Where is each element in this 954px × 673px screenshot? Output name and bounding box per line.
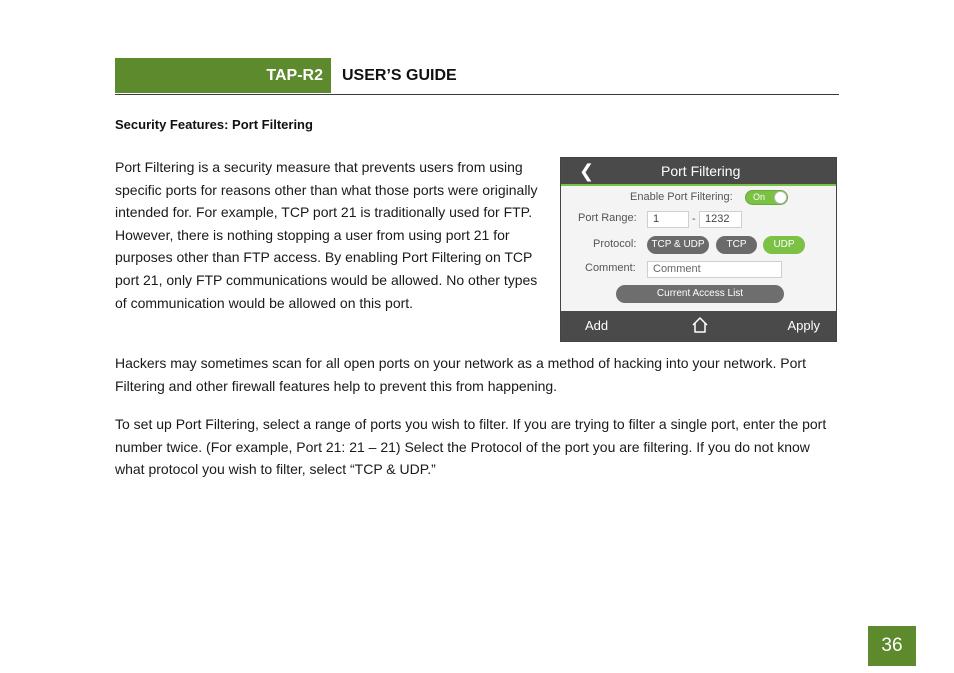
enable-port-filtering-label: Enable Port Filtering: bbox=[630, 191, 733, 203]
port-filtering-screenshot bbox=[560, 157, 837, 342]
comment-label: Comment: bbox=[585, 262, 636, 274]
paragraph-intro: Port Filtering is a security measure that prevents users from using specific ports for reasons other than what those ports were originally intended for. For example, TCP port 21 is traditionally used for FTP. However, there is nothing stopping a user from using port 21 for purposes other than FTP access. By enabling Port Filtering on TCP port 21, only FTP communications would be allowed. No other types of communication would be allowed on this port. bbox=[115, 159, 538, 311]
home-icon[interactable] bbox=[691, 316, 709, 334]
header-bar bbox=[115, 58, 839, 95]
protocol-tcp-udp-button[interactable]: TCP & UDP bbox=[647, 236, 709, 254]
protocol-tcp-button[interactable]: TCP bbox=[716, 236, 757, 254]
port-range-label: Port Range: bbox=[578, 212, 637, 224]
product-name: TAP-R2 bbox=[115, 58, 331, 93]
paragraph-hackers: Hackers may sometimes scan for all open ports on your network as a method of hacking into your network. Port Filtering and other firewall features help to prevent this from happening. bbox=[115, 355, 806, 394]
guide-title: USER’S GUIDE bbox=[342, 67, 457, 84]
apply-button[interactable]: Apply bbox=[787, 318, 820, 333]
toggle-knob bbox=[774, 191, 787, 204]
enable-port-filtering-toggle[interactable] bbox=[745, 190, 788, 205]
device-title: Port Filtering bbox=[661, 163, 741, 179]
comment-input[interactable]: Comment bbox=[647, 261, 782, 278]
current-access-list-button[interactable]: Current Access List bbox=[616, 285, 784, 303]
add-button[interactable]: Add bbox=[585, 318, 609, 333]
paragraph-setup: To set up Port Filtering, select a range of ports you wish to filter. If you are trying to filter a single port, enter the port number twice. (For example, Port 21: 21 – 21) Select the Protocol of the port you are filtering. If you do not know what protocol you wish to filter, select “TCP & UDP.” bbox=[115, 416, 827, 478]
protocol-label: Protocol: bbox=[593, 238, 637, 250]
device-bottom-bar bbox=[561, 311, 836, 341]
chevron-left-icon[interactable]: ❮ bbox=[579, 161, 595, 181]
device-title-bar bbox=[561, 158, 836, 186]
toggle-state: On bbox=[753, 192, 766, 202]
section-title: Security Features: Port Filtering bbox=[115, 117, 313, 132]
port-range-separator: - bbox=[692, 213, 696, 225]
port-from-input[interactable]: 1 bbox=[647, 211, 689, 228]
port-to-input[interactable]: 1232 bbox=[699, 211, 742, 228]
protocol-udp-button[interactable]: UDP bbox=[763, 236, 805, 254]
page-number: 36 bbox=[868, 626, 916, 666]
